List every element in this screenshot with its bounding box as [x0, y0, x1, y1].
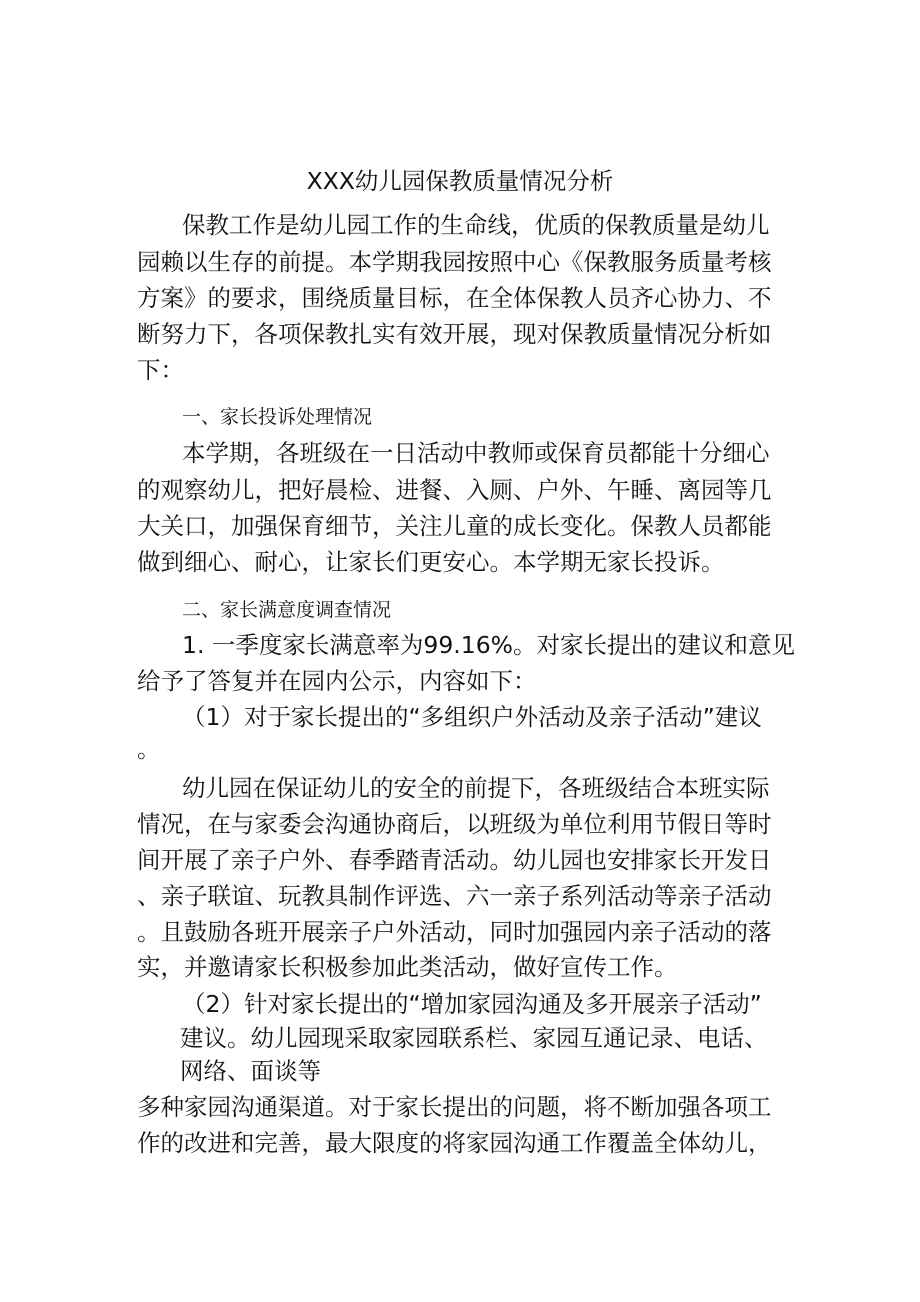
- paragraph-line: 、亲子联谊、玩教具制作评选、六一亲子系列活动等亲子活动: [137, 882, 772, 910]
- paragraph-line: 作的改进和完善，最大限度的将家园沟通工作覆盖全体幼儿，: [137, 1129, 772, 1157]
- paragraph-line: 。: [137, 735, 161, 763]
- paragraph-line: 给予了答复并在园内公示，内容如下：: [137, 667, 537, 695]
- paragraph-line: 方案》的要求，围绕质量目标，在全体保教人员齐心协力、不: [137, 284, 772, 312]
- paragraph-line: 网络、面谈等: [180, 1057, 321, 1085]
- paragraph-line: （1）对于家长提出的“多组织户外活动及亲子活动”建议: [182, 703, 762, 731]
- paragraph-line: 间开展了亲子户外、春季踏青活动。幼儿园也安排家长开发日: [137, 846, 772, 874]
- paragraph-line: 断努力下，各项保教扎实有效开展，现对保教质量情况分析如: [137, 320, 772, 348]
- paragraph-line: 。且鼓励各班开展亲子户外活动，同时加强园内亲子活动的落: [137, 918, 772, 946]
- paragraph-line: （2）针对家长提出的“增加家园沟通及多开展亲子活动”: [182, 990, 762, 1018]
- paragraph-line: 1. 一季度家长满意率为99.16%。对家长提出的建议和意见: [182, 631, 795, 659]
- paragraph-line: 的观察幼儿，把好晨检、进餐、入厕、户外、午睡、离园等几: [137, 476, 772, 504]
- section-heading: 二、家长满意度调查情况: [182, 599, 392, 621]
- paragraph-line: 园赖以生存的前提。本学期我园按照中心《保教服务质量考核: [137, 248, 772, 276]
- paragraph-line: 下：: [137, 356, 184, 384]
- paragraph-line: 本学期，各班级在一日活动中教师或保育员都能十分细心: [182, 439, 770, 467]
- paragraph-line: 做到细心、耐心，让家长们更安心。本学期无家长投诉。: [137, 548, 725, 576]
- paragraph-line: 建议。幼儿园现采取家园联系栏、家园互通记录、电话、: [180, 1024, 768, 1052]
- paragraph-line: 多种家园沟通渠道。对于家长提出的问题，将不断加强各项工: [137, 1093, 772, 1121]
- paragraph-line: 大关口，加强保育细节，关注儿童的成长变化。保教人员都能: [137, 512, 772, 540]
- document-title: XXX幼儿园保教质量情况分析: [306, 167, 614, 195]
- paragraph-line: 保教工作是幼儿园工作的生命线，优质的保教质量是幼儿: [182, 211, 770, 239]
- paragraph-line: 实，并邀请家长积极参加此类活动，做好宣传工作。: [137, 953, 678, 981]
- paragraph-line: 情况，在与家委会沟通协商后，以班级为单位利用节假日等时: [137, 810, 772, 838]
- paragraph-line: 幼儿园在保证幼儿的安全的前提下，各班级结合本班实际: [182, 774, 770, 802]
- section-heading: 一、家长投诉处理情况: [182, 406, 373, 428]
